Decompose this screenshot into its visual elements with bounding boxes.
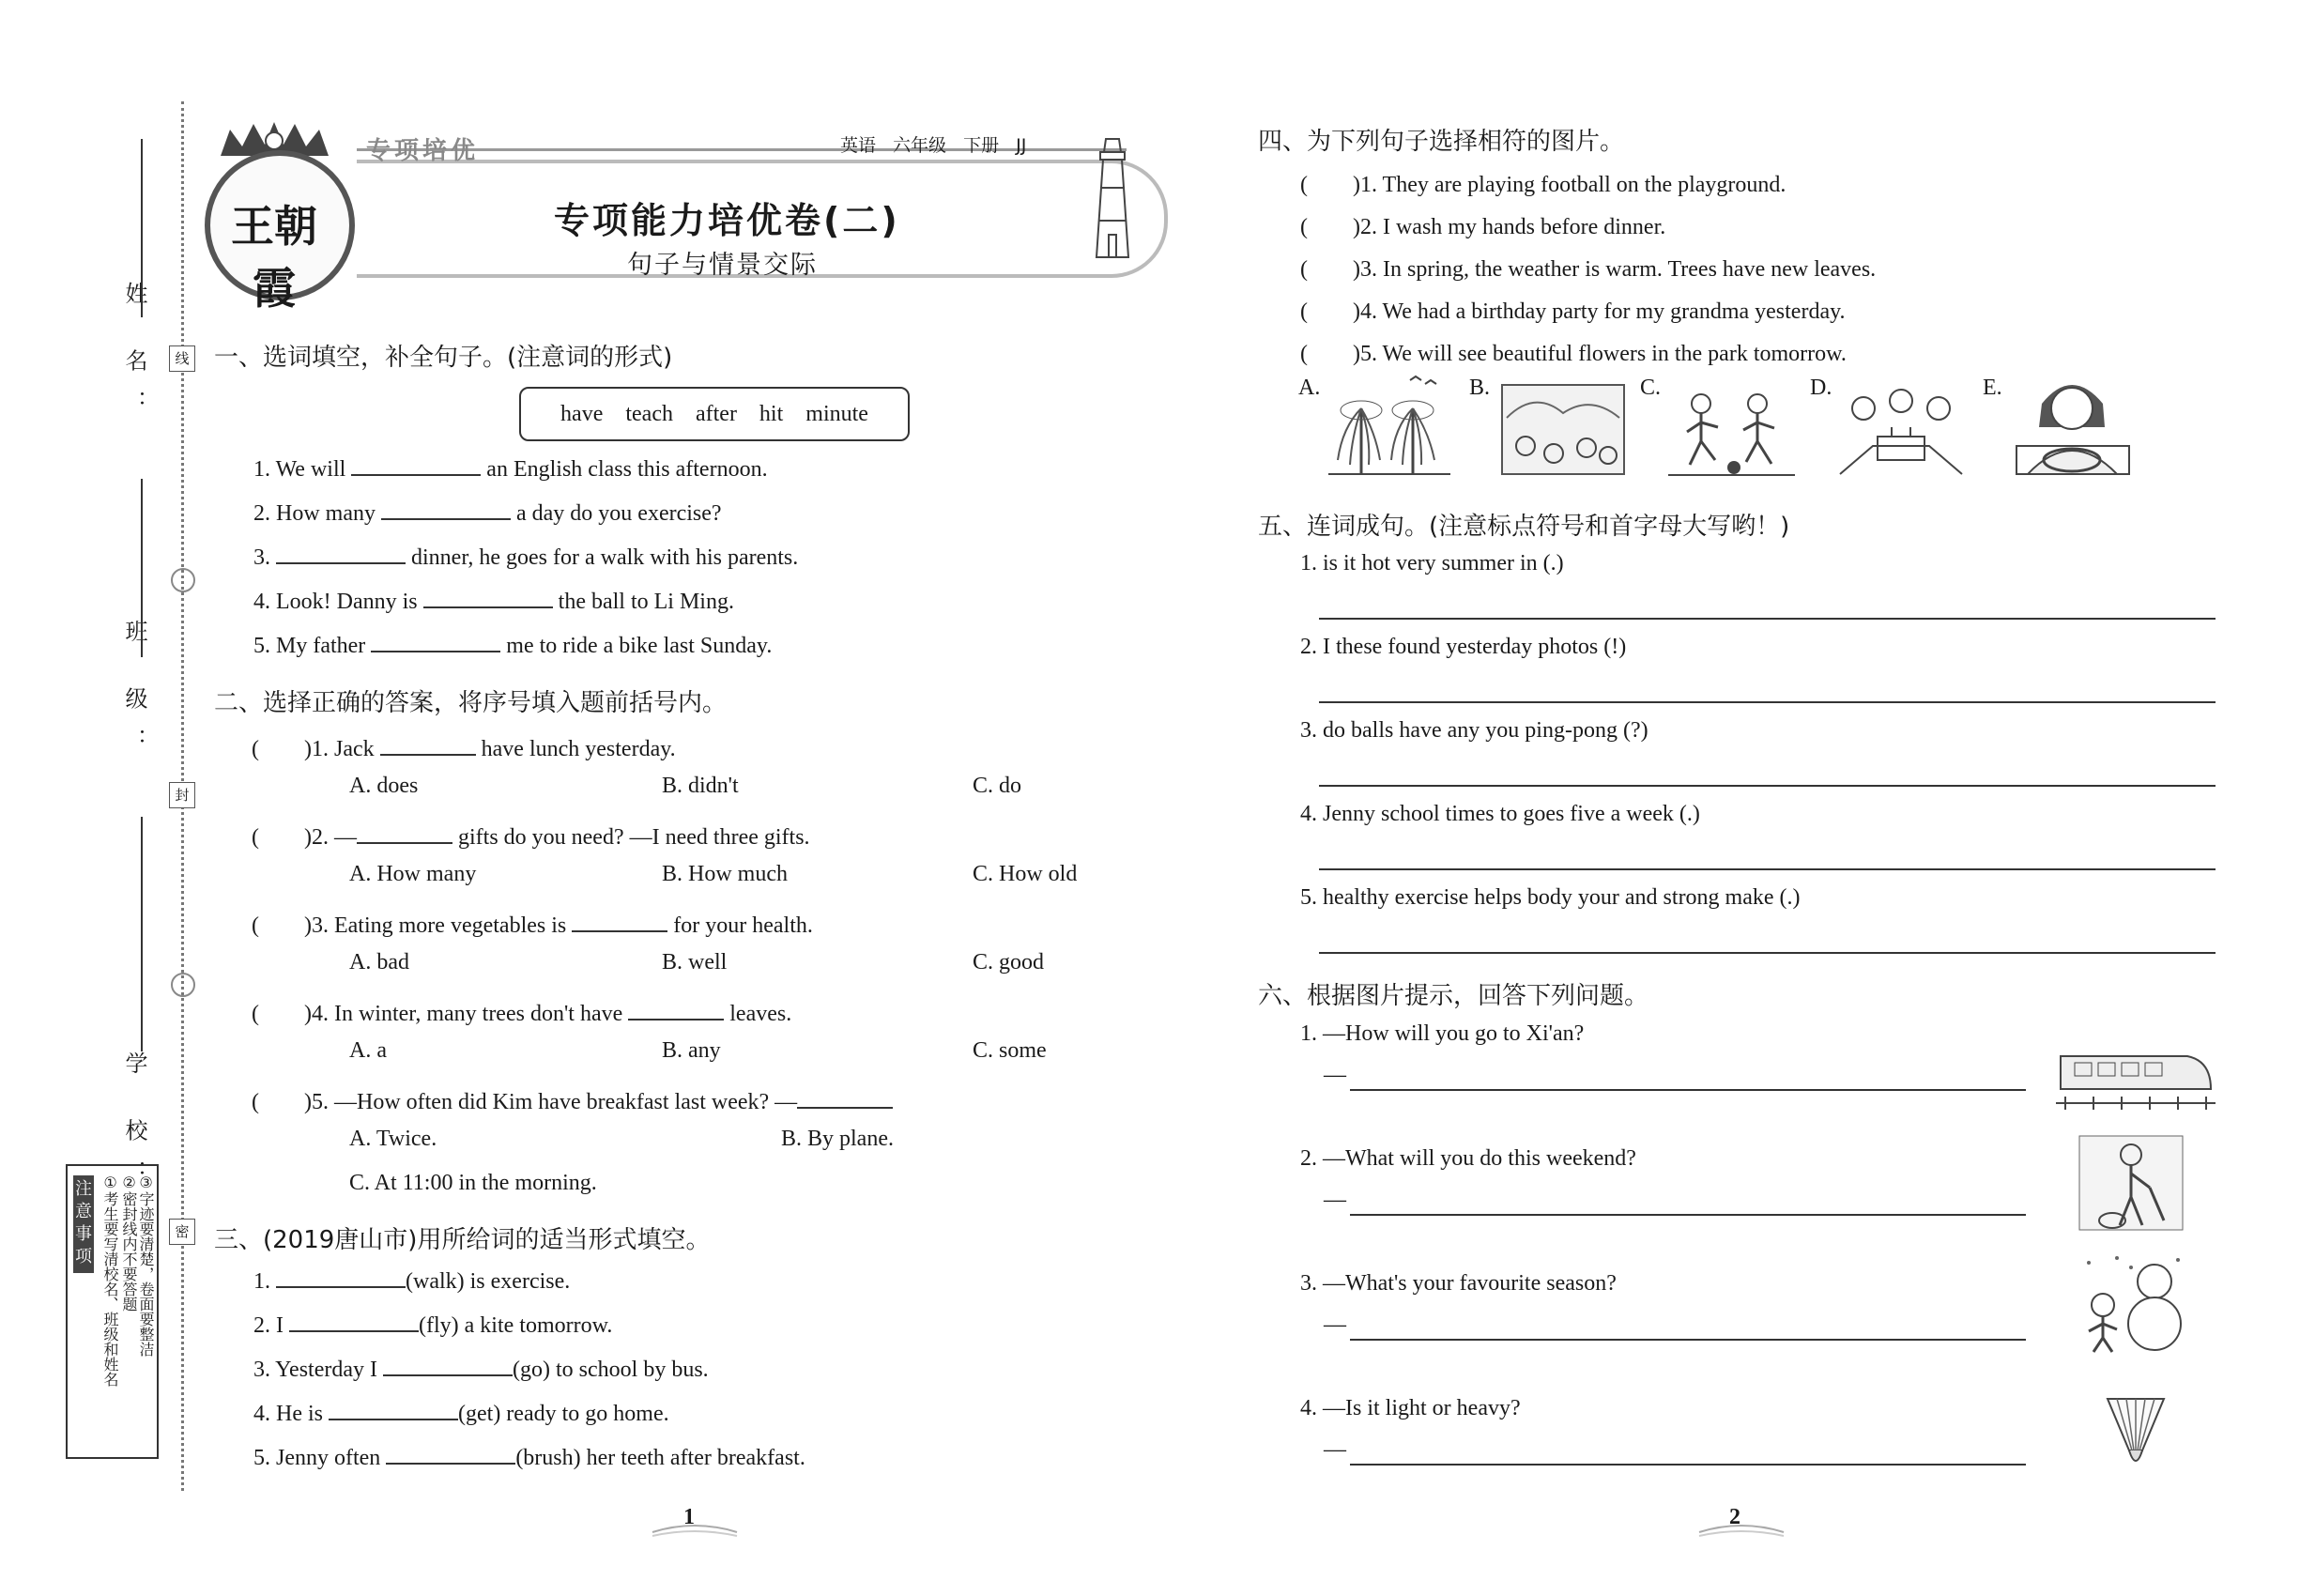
class-field[interactable] [141, 479, 143, 657]
notice-line: ②密封线内不要答题 [120, 1174, 138, 1312]
pic-label-b: B. [1469, 376, 1491, 400]
answer-blank[interactable] [357, 823, 452, 844]
answer-line[interactable] [1350, 1339, 2026, 1341]
page-ornament-icon [648, 1521, 742, 1540]
form-item-1: 1. (walk) is exercise. [253, 1269, 571, 1294]
form-item-4: 4. He is (get) ready to go home. [253, 1402, 669, 1426]
match-item-5: ( )5. We will see beautiful flowers in the park tomorrow. [1300, 342, 1847, 366]
section6-heading: 六、根据图片提示，回答下列问题。 [1258, 982, 1649, 1010]
option-a[interactable]: A. does [349, 774, 419, 798]
answer-blank[interactable] [797, 1088, 893, 1109]
fill-item-1: 1. We will an English class this afternoon. [253, 457, 768, 482]
match-item-3: ( )3. In spring, the weather is warm. Trees have new leaves. [1300, 257, 1877, 282]
option-b[interactable]: B. By plane. [781, 1127, 894, 1151]
pic-label-a: A. [1298, 376, 1321, 400]
option-c[interactable]: C. do [973, 774, 1022, 798]
option-a[interactable]: A. How many [349, 862, 477, 886]
name-field[interactable] [141, 139, 143, 317]
answer-blank[interactable] [289, 1312, 419, 1332]
fill-item-3: 3. dinner, he goes for a walk with his parents. [253, 545, 799, 570]
answer-blank[interactable] [383, 1356, 513, 1376]
form-item-3: 3. Yesterday I (go) to school by bus. [253, 1358, 709, 1382]
reorder-item-2: 2. I these found yesterday photos (!) [1300, 635, 1627, 659]
section4-heading: 四、为下列句子选择相符的图片。 [1258, 128, 1625, 156]
option-a[interactable]: A. a [349, 1038, 387, 1063]
seal-line: 线 [169, 345, 195, 372]
seal-seal: 封 [169, 782, 195, 808]
answer-blank[interactable] [276, 544, 406, 564]
reorder-item-1: 1. is it hot very summer in (.) [1300, 551, 1564, 575]
page-subtitle: 句子与情景交际 [627, 251, 818, 280]
option-a[interactable]: A. bad [349, 950, 409, 974]
series-tag: 专项培优 [366, 137, 480, 165]
picture-question-3: 3. —What's your favourite season? [1300, 1271, 1617, 1296]
notice-title: 注意事项 [73, 1175, 94, 1273]
answer-blank[interactable] [351, 455, 481, 476]
page-number-left: 1 [683, 1505, 695, 1529]
form-item-2: 2. I (fly) a kite tomorrow. [253, 1313, 613, 1338]
trees-picture-icon [1324, 371, 1455, 479]
answer-line[interactable] [1319, 701, 2216, 703]
answer-line[interactable] [1319, 785, 2216, 787]
football-picture-icon [1664, 385, 1800, 479]
option-a[interactable]: A. Twice. [349, 1127, 437, 1151]
logo-text: 王朝霞 [231, 201, 317, 314]
name-label: 姓 名： [121, 282, 147, 432]
option-c[interactable]: C. How old [973, 862, 1078, 886]
answer-blank[interactable] [386, 1444, 515, 1465]
answer-blank[interactable] [380, 735, 476, 756]
answer-line[interactable] [1319, 618, 2216, 620]
answer-blank[interactable] [276, 1267, 406, 1288]
flowers-park-picture-icon [1497, 380, 1629, 479]
lighthouse-icon [1080, 131, 1145, 263]
page-title: 专项能力培优卷(二) [554, 200, 900, 241]
school-field[interactable] [141, 817, 143, 1051]
choice-question-4: ( )4. In winter, many trees don't have leaves. [252, 1002, 792, 1026]
form-item-5: 5. Jenny often (brush) her teeth after breakfast. [253, 1446, 805, 1470]
fill-item-2: 2. How many a day do you exercise? [253, 501, 722, 526]
choice-question-1: ( )1. Jack have lunch yesterday. [252, 737, 676, 761]
answer-line[interactable] [1350, 1089, 2026, 1091]
choice-question-3: ( )3. Eating more vegetables is for your health. [252, 913, 813, 938]
answer-blank[interactable] [329, 1400, 458, 1420]
class-label: 班 级： [121, 620, 147, 770]
answer-line[interactable] [1319, 868, 2216, 870]
fill-item-5: 5. My father me to ride a bike last Sunday. [253, 634, 773, 658]
page-number-right: 2 [1729, 1505, 1740, 1529]
section3-heading: 三、(2019唐山市)用所给词的适当形式填空。 [214, 1226, 711, 1254]
picture-question-4: 4. —Is it light or heavy? [1300, 1396, 1521, 1420]
notice-line: ③字迹要清楚，卷面要整洁 [137, 1174, 155, 1357]
seal-secret: 密 [169, 1219, 195, 1245]
answer-line[interactable] [1319, 952, 2216, 954]
snowman-picture-icon [2075, 1249, 2192, 1357]
school-label: 学 校： [121, 1051, 147, 1202]
pic-label-d: D. [1810, 376, 1832, 400]
choice-question-5: ( )5. —How often did Kim have breakfast last week? — [252, 1082, 893, 1115]
pic-label-c: C. [1640, 376, 1662, 400]
page-ornament-icon [1694, 1521, 1788, 1540]
reorder-item-4: 4. Jenny school times to goes five a week (.) [1300, 802, 1700, 826]
option-c[interactable]: C. At 11:00 in the morning. [349, 1171, 597, 1195]
answer-blank[interactable] [423, 588, 553, 608]
answer-blank[interactable] [572, 912, 667, 932]
book-meta: 英语 六年级 下册 JJ [840, 135, 1027, 156]
notice-line: ①考生要写清校名、班级和姓名 [101, 1174, 119, 1387]
notice-box [66, 1164, 159, 1459]
reorder-item-5: 5. healthy exercise helps body your and strong make (.) [1300, 885, 1801, 910]
answer-blank[interactable] [371, 632, 500, 652]
match-item-2: ( )2. I wash my hands before dinner. [1300, 215, 1666, 239]
match-item-1: ( )1. They are playing football on the playground. [1300, 173, 1786, 197]
binding-hole-icon [171, 568, 195, 592]
birthday-party-picture-icon [1835, 380, 1967, 479]
reorder-item-3: 3. do balls have any you ping-pong (?) [1300, 718, 1648, 743]
fill-item-4: 4. Look! Danny is the ball to Li Ming. [253, 590, 734, 614]
binding-hole-icon [171, 973, 195, 997]
picture-question-1: 1. —How will you go to Xi'an? [1300, 1021, 1585, 1046]
match-item-4: ( )4. We had a birthday party for my grandma yesterday. [1300, 299, 1846, 324]
section2-heading: 二、选择正确的答案，将序号填入题前括号内。 [214, 689, 728, 717]
section5-heading: 五、连词成句。(注意标点符号和首字母大写哟！) [1258, 513, 1790, 541]
choice-question-2: ( )2. — gifts do you need? —I need three gifts. [252, 825, 810, 850]
shuttlecock-picture-icon [2103, 1394, 2169, 1474]
option-c[interactable]: C. some [973, 1038, 1047, 1063]
section1-heading: 一、选词填空，补全句子。(注意词的形式) [214, 344, 673, 372]
option-c[interactable]: C. good [973, 950, 1045, 974]
answer-line[interactable] [1350, 1464, 2026, 1466]
answer-dash: — [1324, 1312, 1346, 1337]
answer-blank[interactable] [381, 499, 511, 520]
train-picture-icon [2056, 1033, 2216, 1113]
option-b[interactable]: B. How much [662, 862, 788, 886]
answer-line[interactable] [1350, 1214, 2026, 1216]
answer-blank[interactable] [628, 1000, 724, 1021]
wash-hands-picture-icon [2009, 371, 2136, 479]
option-b[interactable]: B. well [662, 950, 728, 974]
pic-label-e: E. [1983, 376, 2002, 400]
answer-dash: — [1324, 1063, 1346, 1087]
picture-question-2: 2. —What will you do this weekend? [1300, 1146, 1636, 1171]
word-bank: have teach after hit minute [519, 387, 910, 441]
answer-dash: — [1324, 1437, 1346, 1462]
option-b[interactable]: B. didn't [662, 774, 739, 798]
cleaning-picture-icon [2075, 1131, 2187, 1235]
option-b[interactable]: B. any [662, 1038, 721, 1063]
answer-dash: — [1324, 1188, 1346, 1212]
